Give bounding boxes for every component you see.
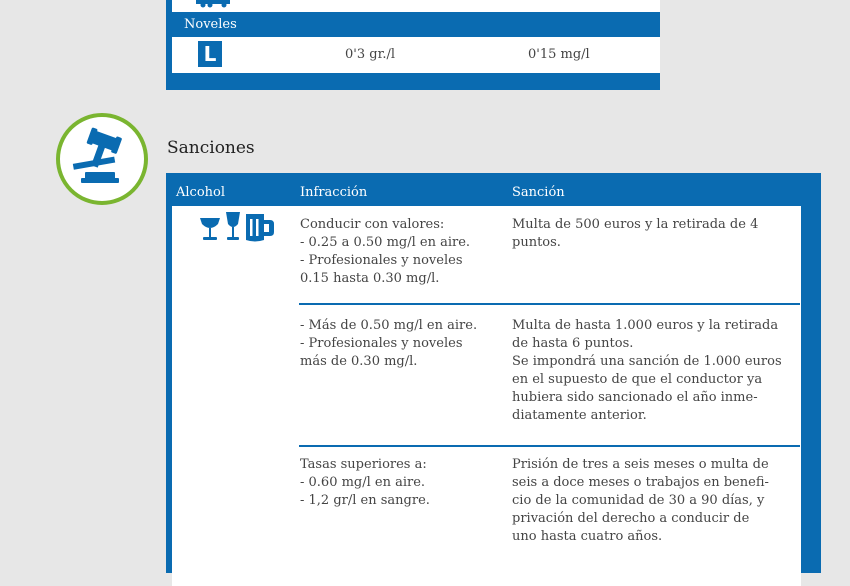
noveles-air-limit: 0'15 mg/l [528, 47, 590, 62]
noveles-blood-limit: 0'3 gr./l [345, 47, 396, 62]
row-divider [299, 445, 800, 447]
row2-sancion: Multa de hasta 1.000 euros y la retirada de hasta 6 puntos. Se impondrá una sanción de 1.000 euros en el supuesto de que el conductor ya hubiera sido sancionado el año inme- diatamente anterior. [512, 318, 782, 423]
alcoholic-drinks-icon [198, 210, 278, 244]
gavel-icon [55, 112, 149, 206]
truck-icon [196, 0, 230, 8]
row2-infraccion: - Más de 0.50 mg/l en aire. - Profesionales y noveles más de 0.30 mg/l. [300, 318, 478, 369]
row-divider [299, 303, 800, 305]
noveles-label: Noveles [184, 17, 237, 32]
row1-infraccion: Conducir con valores: - 0.25 a 0.50 mg/l en aire. - Profesionales y noveles 0.15 hasta 0.30 mg/l. [300, 217, 471, 286]
header-alcohol: Alcohol [176, 185, 226, 200]
noveles-row [172, 37, 660, 73]
header-infraccion: Infracción [300, 185, 368, 200]
alcohol-column [172, 206, 292, 586]
header-sancion: Sanción [512, 185, 565, 200]
sanctions-title: Sanciones [167, 138, 255, 158]
novice-driver-icon: L [198, 41, 222, 67]
alcohol-limits-table [166, 0, 660, 90]
professionals-row [172, 0, 660, 12]
row3-sancion: Prisión de tres a seis meses o multa de seis a doce meses o trabajos en benefi- cio de la comunidad de 30 a 90 días, y privación del derecho a conducir de uno hasta cuatro años. [512, 457, 769, 544]
row3-infraccion: Tasas superiores a: - 0.60 mg/l en aire. - 1,2 gr/l en sangre. [300, 457, 430, 508]
sanctions-table [166, 173, 821, 573]
row1-sancion: Multa de 500 euros y la retirada de 4 puntos. [512, 217, 759, 250]
